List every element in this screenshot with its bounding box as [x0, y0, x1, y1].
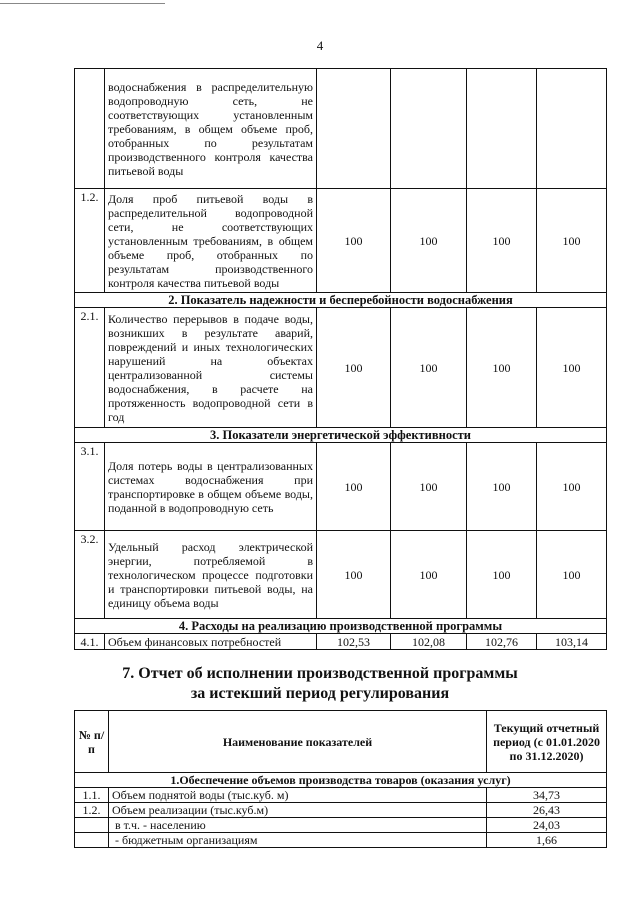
section-title: 4. Расходы на реализацию производственной программы — [75, 619, 607, 634]
value-cell: 100 — [391, 443, 467, 531]
column-header-name: Наименование показателей — [109, 711, 487, 773]
value-cell: 100 — [537, 443, 607, 531]
value-cell: 103,14 — [537, 634, 607, 650]
value-cell: 100 — [537, 308, 607, 428]
value-cell: 100 — [317, 189, 391, 293]
section-header — [75, 293, 607, 308]
table-row — [75, 634, 607, 650]
top-edge-line — [0, 3, 165, 4]
value-cell: 100 — [317, 443, 391, 531]
column-header-period: Текущий отчетный период (с 01.01.2020 по 31.12.2020) — [487, 711, 607, 773]
row-number: 1.1. — [75, 788, 109, 803]
table-row — [75, 531, 607, 619]
indicator-name: Количество перерывов в подаче воды, возникших в результате аварий, повреждений и иных технологических нарушений на объектах централизованной системы водоснабжения, в расчете на протяженность водопроводной сети в год — [105, 308, 317, 428]
value-cell — [537, 69, 607, 189]
section-header — [75, 773, 607, 788]
row-number: 3.1. — [75, 443, 105, 531]
row-number — [75, 833, 109, 848]
value-cell: 102,08 — [391, 634, 467, 650]
value-cell: 102,76 — [467, 634, 537, 650]
row-number: 4.1. — [75, 634, 105, 650]
table-row — [75, 308, 607, 428]
table-row — [75, 818, 607, 833]
indicator-name: Доля потерь воды в централизованных системах водоснабжения при транспортировке в общем объеме воды, поданной в водопроводную сеть — [105, 443, 317, 531]
indicator-name: Доля проб питьевой воды в распределительной водопроводной сети, не соответствующих установленным требованиям, в общем объеме проб, отобранных по результатам производственного контроля качества питьевой воды — [105, 189, 317, 293]
value-cell: 102,53 — [317, 634, 391, 650]
value-cell: 100 — [317, 531, 391, 619]
section-header — [75, 428, 607, 443]
section-7-title — [0, 664, 640, 704]
indicator-name: в т.ч. - населению — [109, 818, 487, 833]
table-row — [75, 443, 607, 531]
section-title: 2. Показатель надежности и бесперебойности водоснабжения — [75, 293, 607, 308]
table-row — [75, 833, 607, 848]
indicator-name: Объем финансовых потребностей — [105, 634, 317, 650]
section-header — [75, 619, 607, 634]
row-number: 2.1. — [75, 308, 105, 428]
row-number: 3.2. — [75, 531, 105, 619]
value-cell: 100 — [467, 189, 537, 293]
value-cell: 100 — [391, 189, 467, 293]
value-cell: 100 — [391, 308, 467, 428]
value-cell: 100 — [317, 308, 391, 428]
value-cell: 100 — [537, 531, 607, 619]
column-header-number: № п/п — [75, 711, 109, 773]
value-cell — [317, 69, 391, 189]
table-row — [75, 803, 607, 818]
value-cell: 100 — [467, 531, 537, 619]
section-7-title-line2: за истекший период регулирования — [190, 685, 450, 702]
value-cell: 1,66 — [487, 833, 607, 848]
table-row — [75, 69, 607, 189]
indicator-name: Объем поднятой воды (тыс.куб. м) — [109, 788, 487, 803]
indicators-table — [74, 68, 607, 650]
table-header-row — [75, 711, 607, 773]
value-cell: 100 — [467, 308, 537, 428]
row-number — [75, 818, 109, 833]
indicator-name: водоснабжения в распределительную водопроводную сеть, не соответствующих установленным требованиям, в общем объеме проб, отобранных по результатам производственного контроля качества питьевой воды — [105, 69, 317, 189]
table-row — [75, 189, 607, 293]
section-7-title-line1: 7. Отчет об исполнении производственной программы — [122, 665, 518, 682]
row-number: 1.2. — [75, 803, 109, 818]
value-cell — [467, 69, 537, 189]
section-title: 3. Показатели энергетической эффективности — [75, 428, 607, 443]
value-cell: 100 — [391, 531, 467, 619]
value-cell: 100 — [537, 189, 607, 293]
value-cell: 26,43 — [487, 803, 607, 818]
section-title: 1.Обеспечение объемов производства товаров (оказания услуг) — [75, 773, 607, 788]
indicator-name: - бюджетным организациям — [109, 833, 487, 848]
report-table — [74, 710, 607, 848]
row-number — [75, 69, 105, 189]
page-number: 4 — [316, 38, 324, 53]
value-cell: 34,73 — [487, 788, 607, 803]
value-cell: 100 — [467, 443, 537, 531]
value-cell: 24,03 — [487, 818, 607, 833]
row-number: 1.2. — [75, 189, 105, 293]
indicator-name: Удельный расход электрической энергии, потребляемой в технологическом процессе подготовки и транспортировки питьевой воды, на единицу объема воды — [105, 531, 317, 619]
indicator-name: Объем реализации (тыс.куб.м) — [109, 803, 487, 818]
value-cell — [391, 69, 467, 189]
table-row — [75, 788, 607, 803]
